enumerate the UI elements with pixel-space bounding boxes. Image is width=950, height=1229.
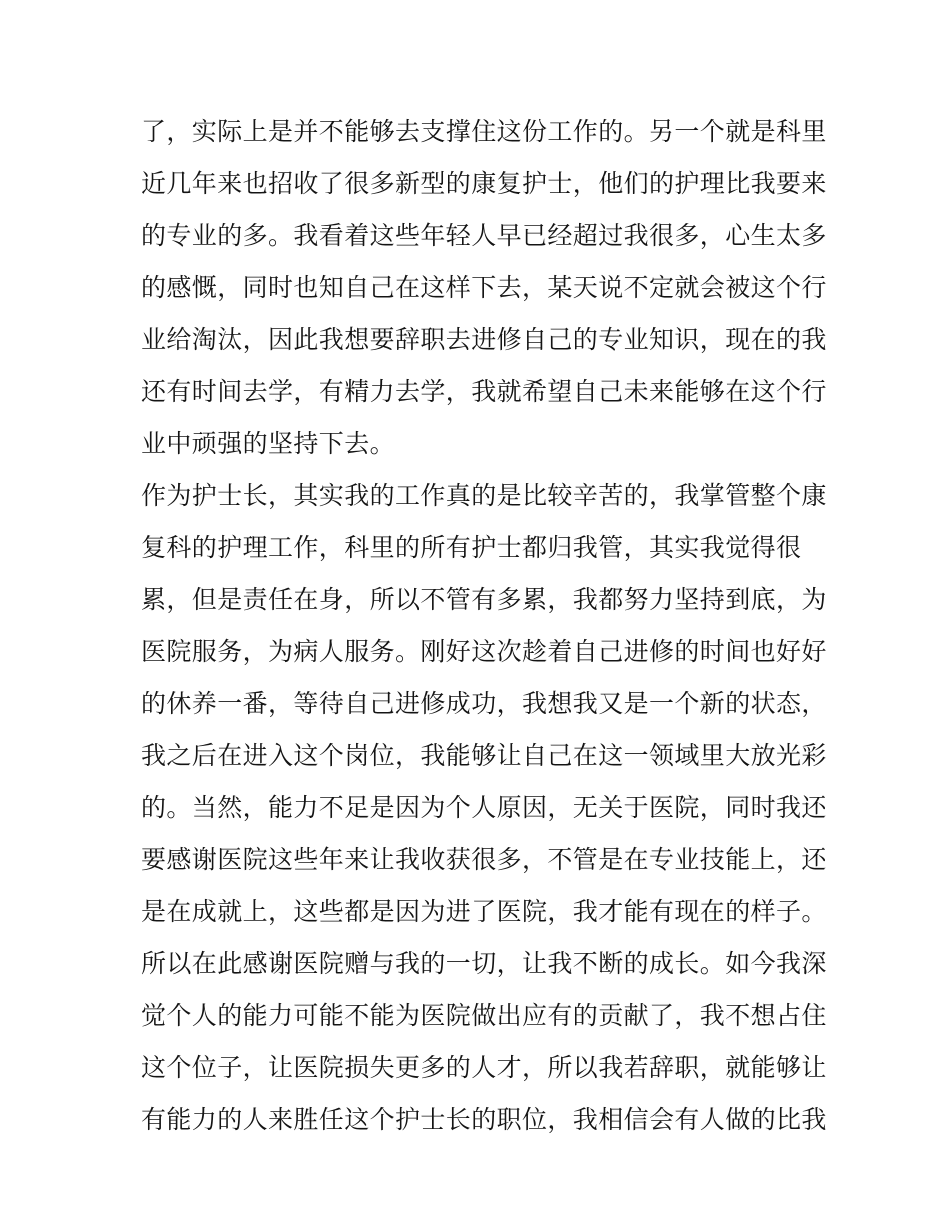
text-line: 作为护士长，其实我的工作真的是比较辛苦的，我掌管整个康	[141, 481, 827, 510]
text-line: 业中顽强的坚持下去。	[141, 429, 396, 458]
text-line: 觉个人的能力可能不能为医院做出应有的贡献了，我不想占住	[141, 1001, 827, 1030]
text-line: 近几年来也招收了很多新型的康复护士，他们的护理比我要来	[141, 169, 827, 198]
text-line: 有能力的人来胜任这个护士长的职位，我相信会有人做的比我	[141, 1105, 827, 1134]
text-line: 的。当然，能力不足是因为个人原因，无关于医院，同时我还	[141, 793, 827, 822]
text-line: 所以在此感谢医院赠与我的一切，让我不断的成长。如今我深	[141, 949, 827, 978]
text-line: 复科的护理工作，科里的所有护士都归我管，其实我觉得很	[141, 533, 802, 562]
text-line: 医院服务，为病人服务。刚好这次趁着自己进修的时间也好好	[141, 637, 827, 666]
body-text	[141, 106, 827, 1146]
text-line: 业给淘汰，因此我想要辞职去进修自己的专业知识，现在的我	[141, 325, 827, 354]
text-line: 了，实际上是并不能够去支撑住这份工作的。另一个就是科里	[141, 117, 827, 146]
text-line: 累，但是责任在身，所以不管有多累，我都努力坚持到底，为	[141, 585, 827, 614]
text-line: 的专业的多。我看着这些年轻人早已经超过我很多，心生太多	[141, 221, 827, 250]
text-line: 要感谢医院这些年来让我收获很多，不管是在专业技能上，还	[141, 845, 827, 874]
text-line: 这个位子，让医院损失更多的人才，所以我若辞职，就能够让	[141, 1053, 827, 1082]
text-line: 是在成就上，这些都是因为进了医院，我才能有现在的样子。	[141, 897, 827, 926]
text-line: 的感慨，同时也知自己在这样下去，某天说不定就会被这个行	[141, 273, 827, 302]
text-line: 还有时间去学，有精力去学，我就希望自己未来能够在这个行	[141, 377, 827, 406]
text-line: 我之后在进入这个岗位，我能够让自己在这一领域里大放光彩	[141, 741, 827, 770]
text-line: 的休养一番，等待自己进修成功，我想我又是一个新的状态，	[141, 689, 827, 718]
